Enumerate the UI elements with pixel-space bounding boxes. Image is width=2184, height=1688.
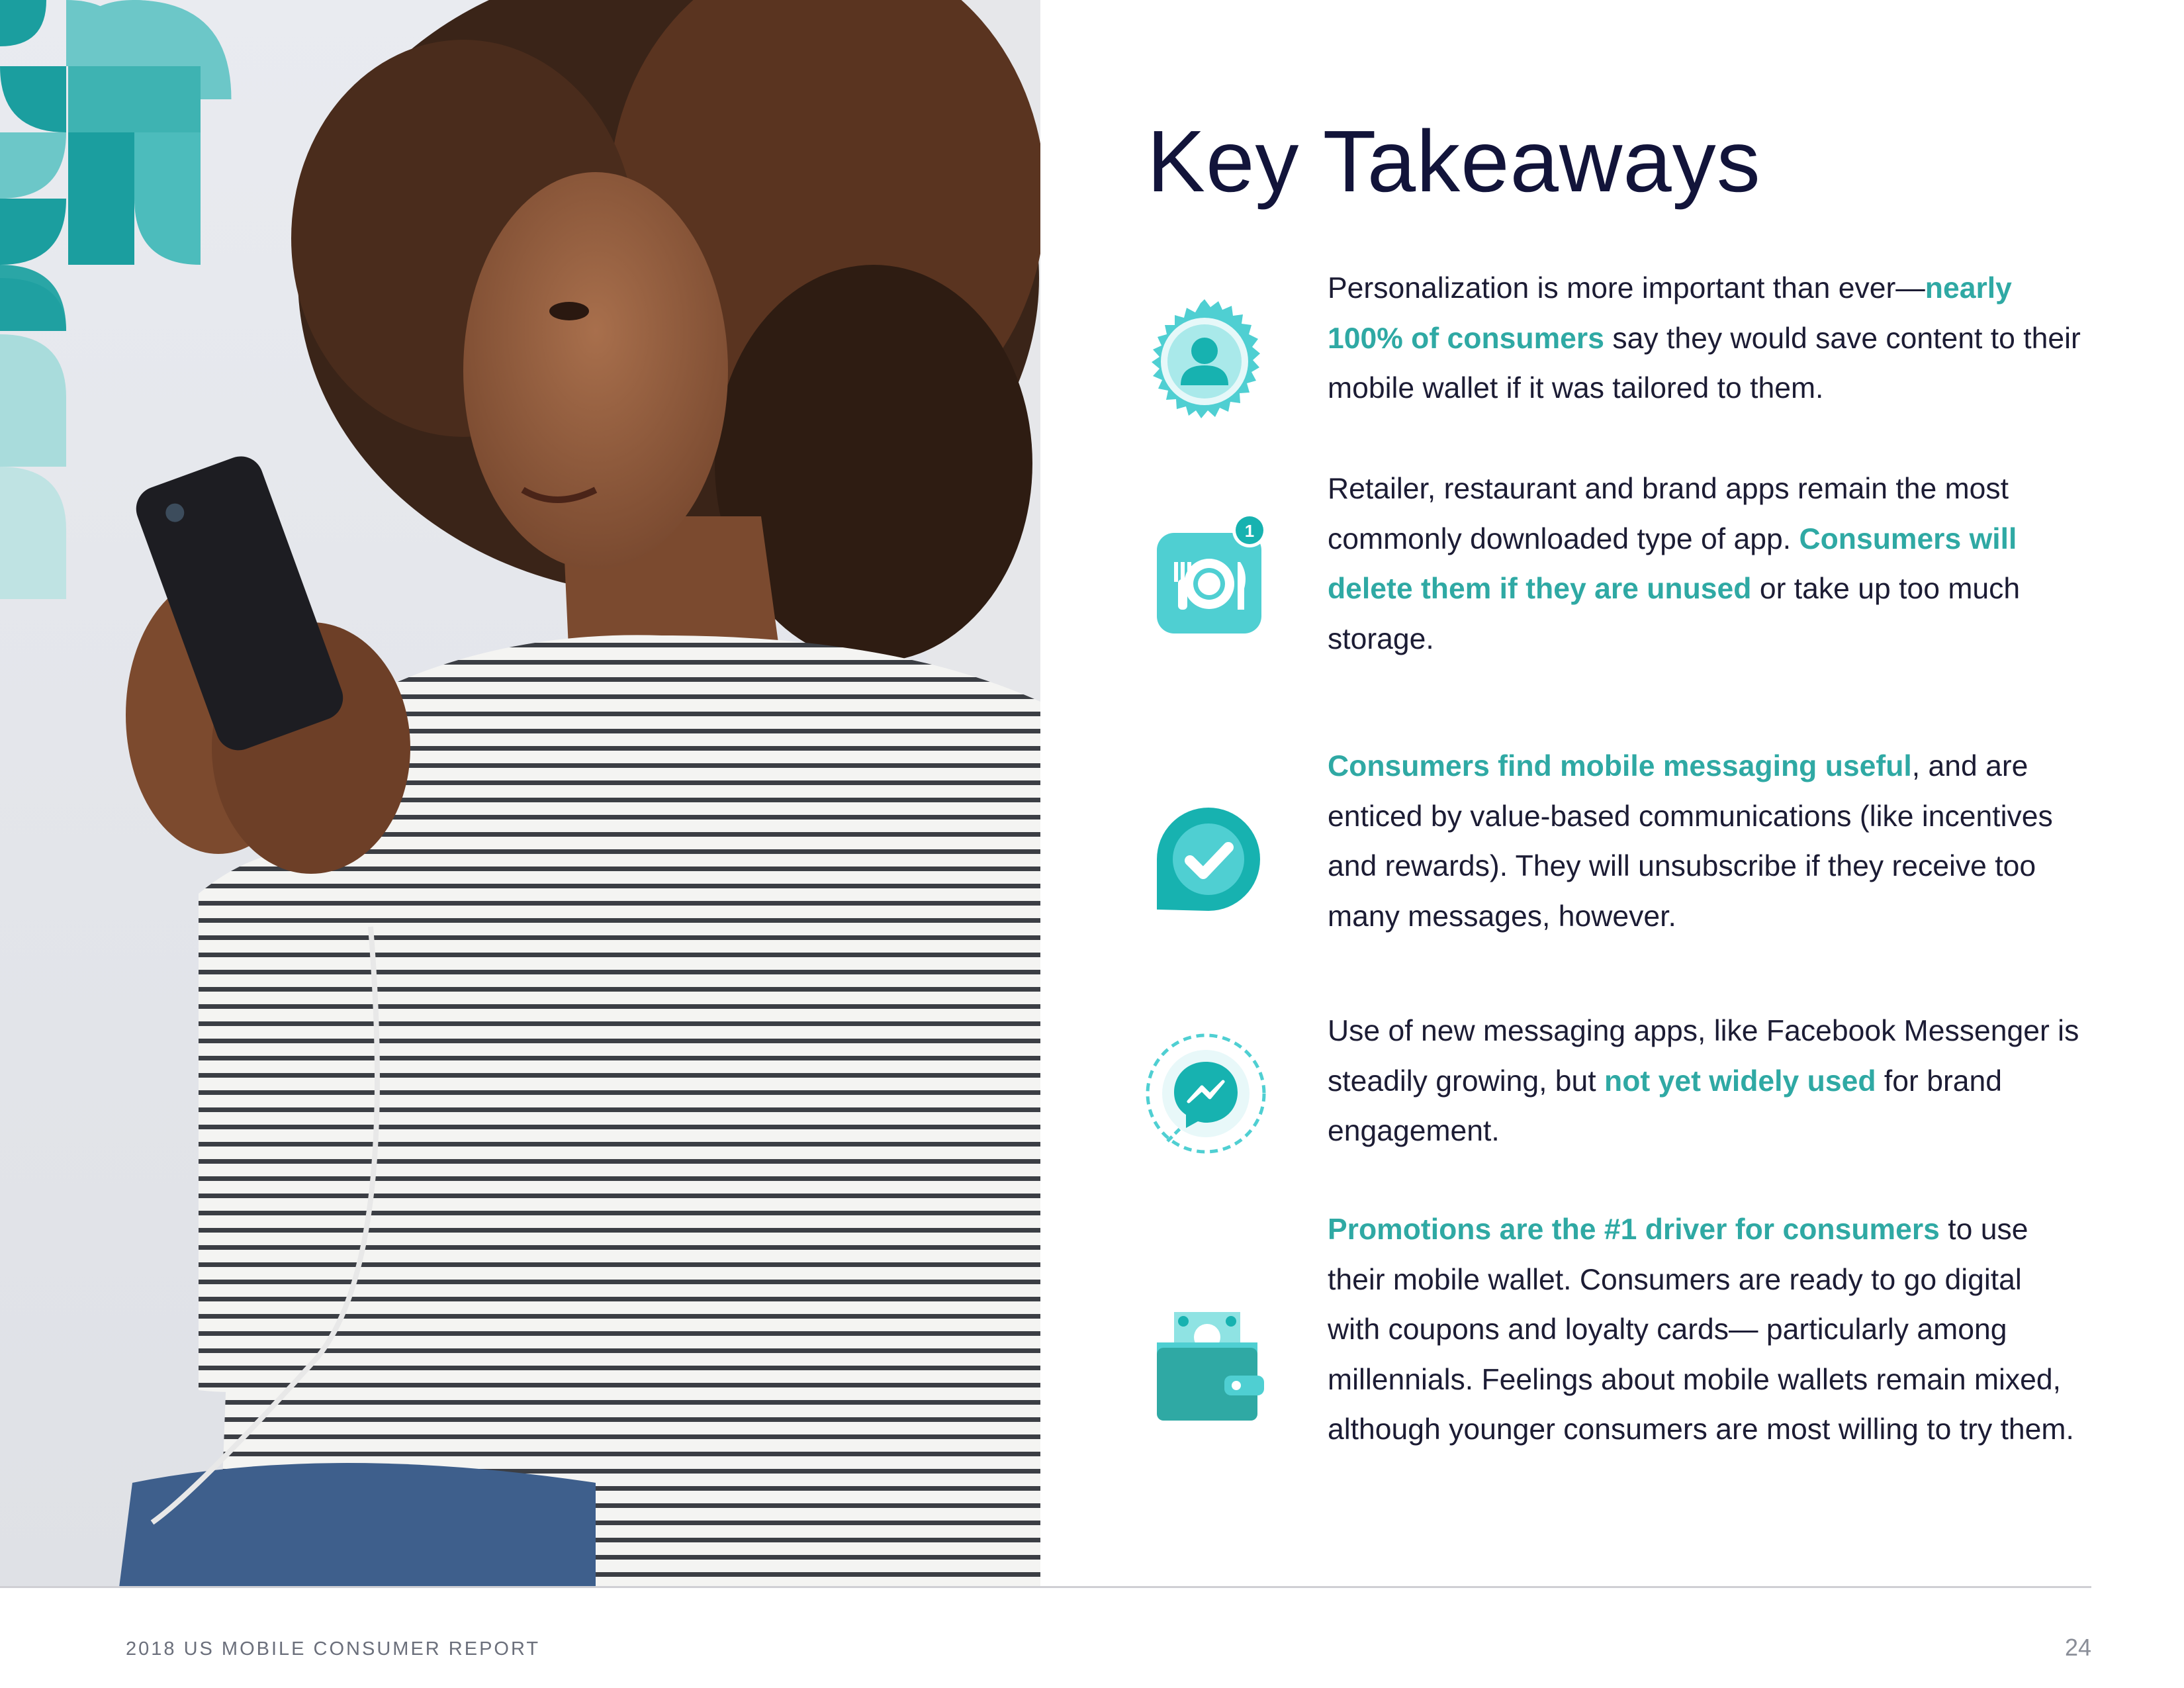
wallet-icon xyxy=(1125,1284,1284,1443)
takeaway-text xyxy=(1328,464,2082,664)
page-number: 24 xyxy=(2064,1634,2091,1661)
notification-badge: 1 xyxy=(1244,521,1255,541)
highlight-text: not yet widely used xyxy=(1604,1064,1876,1098)
text-segment: Personalization is more important than ever— xyxy=(1328,272,1925,305)
takeaway-text xyxy=(1328,1205,2082,1455)
restaurant-app-icon xyxy=(1125,496,1284,655)
footer-divider xyxy=(0,1586,2091,1588)
woman-using-smartphone-image xyxy=(0,0,1040,1587)
text-segment: or take up too much storage. xyxy=(1328,573,2021,655)
takeaway-text xyxy=(1328,741,2082,941)
highlight-text: Promotions are the #1 driver for consumers xyxy=(1328,1213,1940,1246)
text-segment: Use of new messaging apps, like Facebook Messenger is steadily growing, but xyxy=(1328,1015,2079,1098)
text-segment: say they would save content to their mobile wallet if it was tailored to them. xyxy=(1328,322,2081,404)
highlight-text: Consumers find mobile messaging useful xyxy=(1328,750,1912,782)
text-segment: Retailer, restaurant and brand apps remain the most commonly downloaded type of app. xyxy=(1328,473,2009,555)
takeaway-text xyxy=(1328,1006,2082,1156)
checkmark-chat-icon xyxy=(1125,773,1284,932)
text-segment: to use their mobile wallet. Consumers are ready to go digital with coupons and loyalty cards— particularly among millennials. Feelings about mobile wallets remain mixed, although younger consumers are most willing to try them. xyxy=(1328,1213,2074,1446)
page-title: Key Takeaways xyxy=(1147,113,1761,210)
report-title-footer: 2018 US MOBILE CONSUMER REPORT xyxy=(126,1638,541,1660)
hero-photo xyxy=(0,0,1040,1587)
takeaway-text xyxy=(1328,263,2082,414)
text-segment: , and are enticed by value-based communications (like incentives and rewards). They will unsubscribe if they receive too many messages, however. xyxy=(1328,750,2053,933)
messenger-icon xyxy=(1125,1015,1284,1174)
text-segment: for brand engagement. xyxy=(1328,1064,2003,1147)
user-badge-icon xyxy=(1125,282,1284,441)
highlight-text: Consumers will delete them if they are unused xyxy=(1328,522,2017,605)
highlight-text: nearly 100% of consumers xyxy=(1328,272,2012,355)
